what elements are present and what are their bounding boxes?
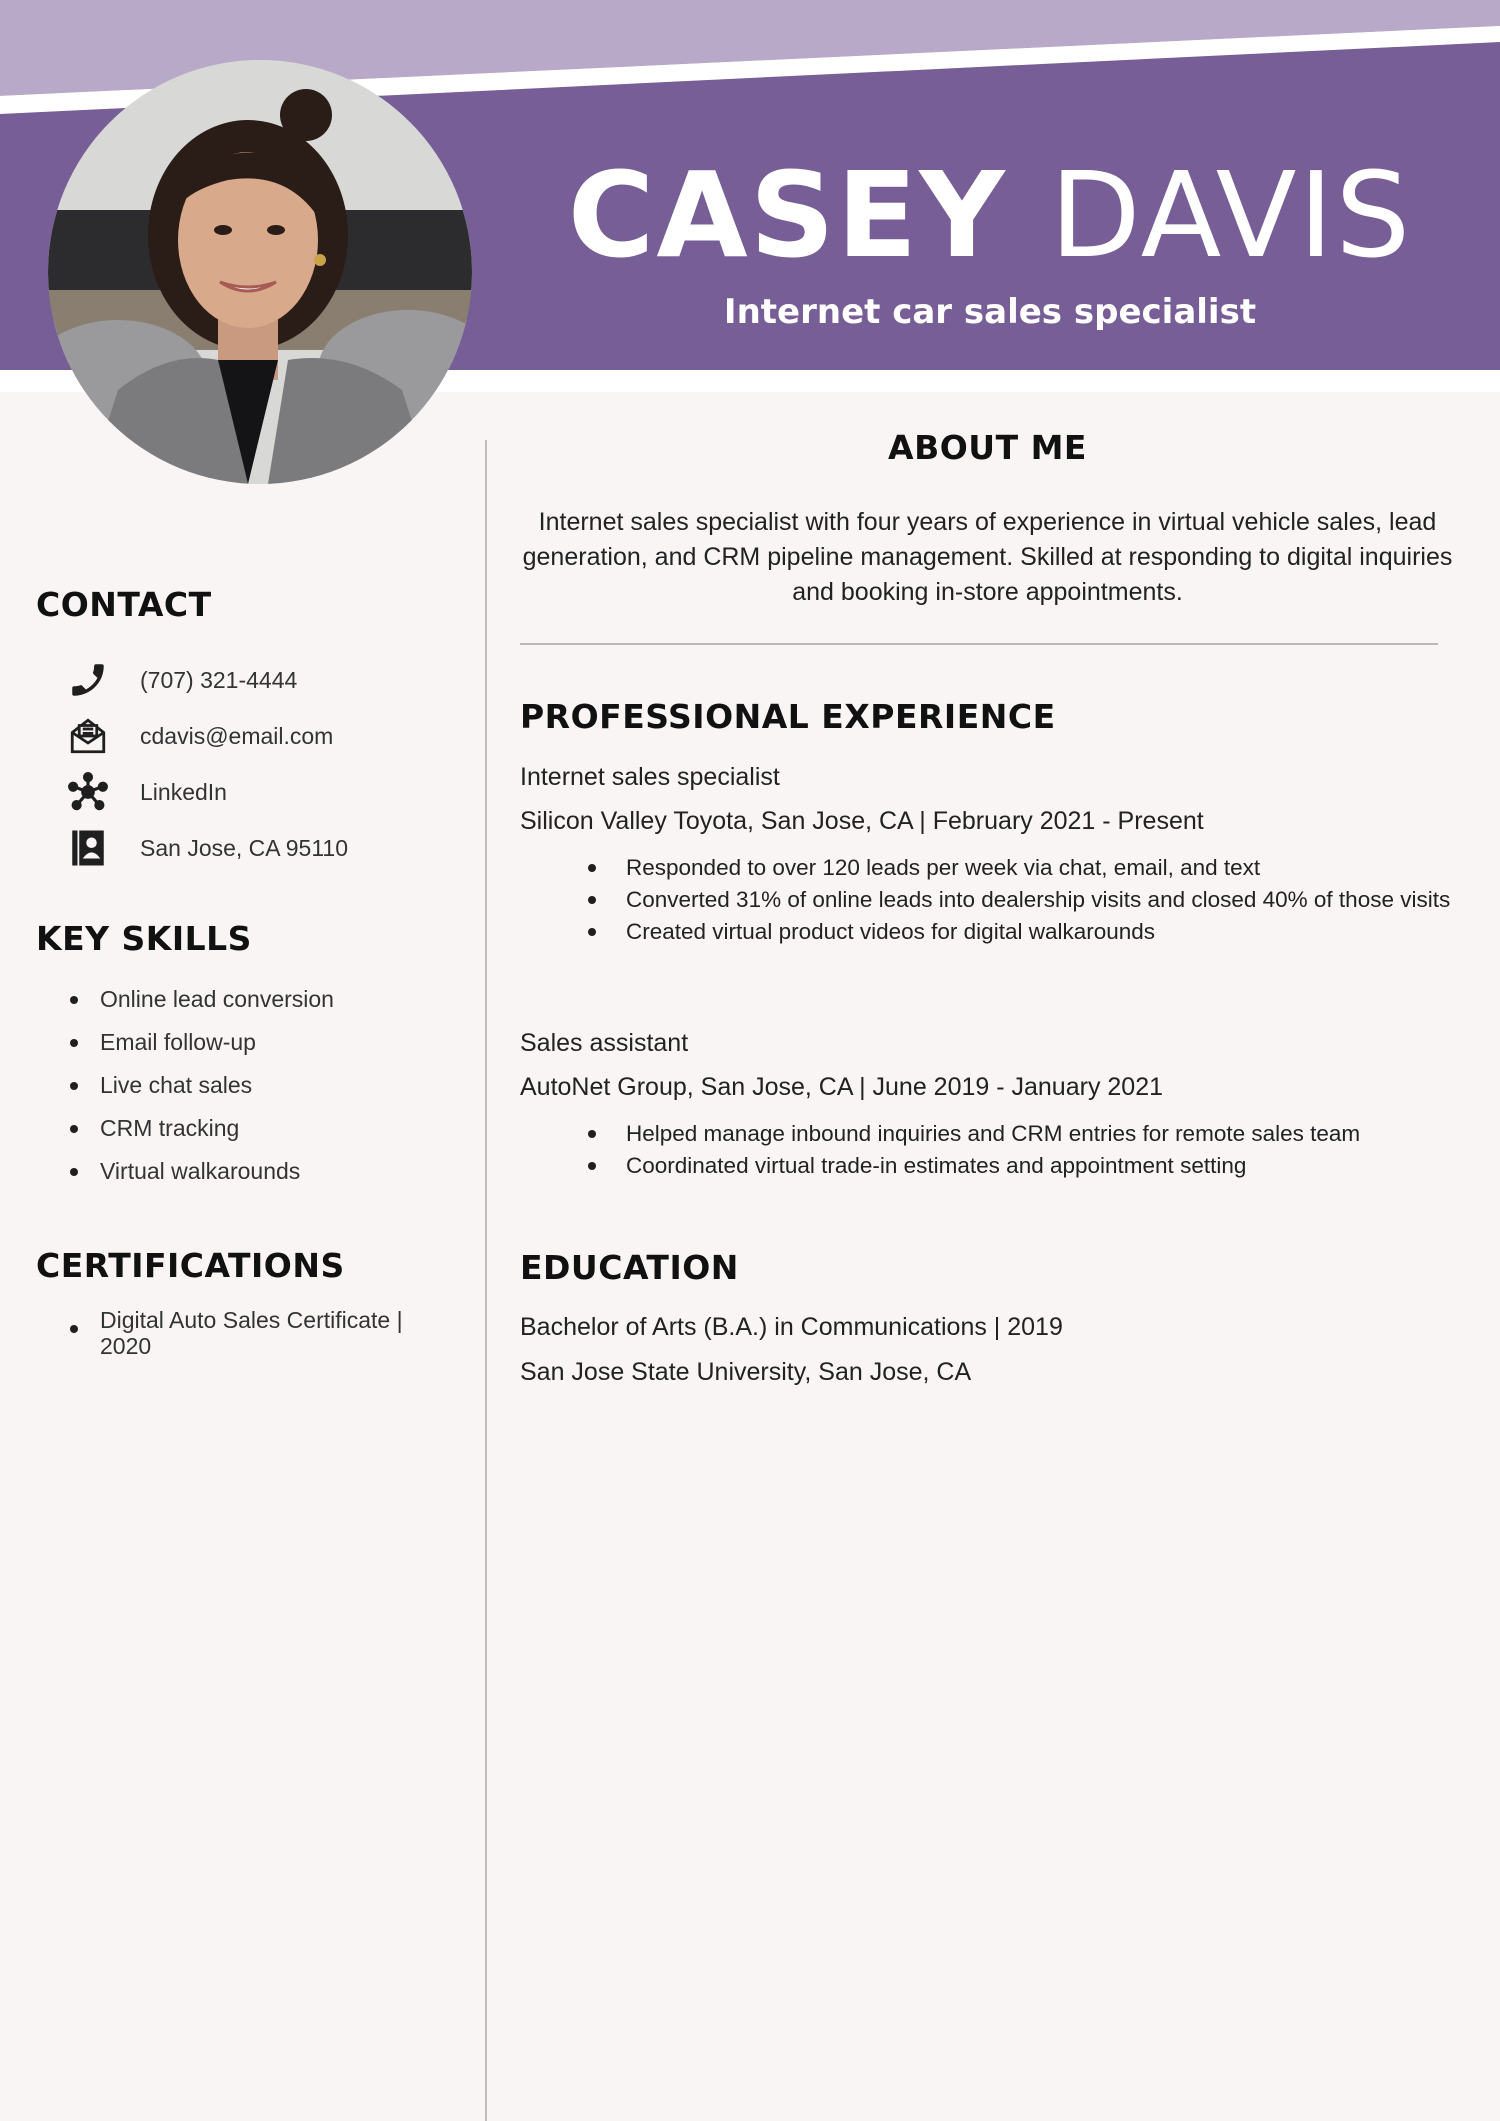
education-heading: EDUCATION [520,1248,739,1287]
job-title-header: Internet car sales specialist [723,292,1257,332]
job-2-bullets [520,1118,1456,1182]
list-item: Virtual walkarounds [62,1150,334,1193]
list-item: Coordinated virtual trade-in estimates and appointment setting [520,1150,1456,1182]
contact-heading: CONTACT [36,585,212,624]
list-item: Online lead conversion [62,978,334,1021]
column-divider [485,440,487,2121]
email-icon [62,714,114,758]
phone-icon [62,658,114,702]
contact-email-text[interactable]: cdavis@email.com [140,722,334,749]
job-1-title: Internet sales specialist [520,763,780,791]
education-degree: Bachelor of Arts (B.A.) in Communications | 2019 [520,1313,1063,1341]
list-item: Created virtual product videos for digital walkarounds [520,916,1456,948]
contact-phone [62,652,348,708]
about-text: Internet sales specialist with four years of experience in virtual vehicle sales, lead generation, and CRM pipeline management. Skilled at responding to digital inquiries and booking in-store appointments. [522,508,1453,606]
job-1-bullets [520,852,1456,948]
skills-heading: KEY SKILLS [36,919,252,958]
contact-linkedin [62,764,348,820]
list-item: Email follow-up [62,1021,334,1064]
list-item: Responded to over 120 leads per week via chat, email, and text [520,852,1456,884]
network-icon [62,770,114,814]
section-separator [520,643,1438,645]
certifications-heading: CERTIFICATIONS [36,1246,345,1285]
list-item: Converted 31% of online leads into dealership visits and closed 40% of those visits [520,884,1456,916]
education-school: San Jose State University, San Jose, CA [520,1358,972,1386]
address-book-icon [62,826,114,870]
last-name: DAVIS [1049,146,1413,284]
list-item: Helped manage inbound inquiries and CRM entries for remote sales team [520,1118,1456,1150]
job-1-meta: Silicon Valley Toyota, San Jose, CA | February 2021 - Present [520,807,1204,835]
first-name: CASEY [567,146,1007,284]
profile-photo [48,60,472,484]
contact-location-text: San Jose, CA 95110 [140,834,348,861]
skills-list [62,978,334,1193]
candidate-name [560,146,1420,284]
experience-heading: PROFESSIONAL EXPERIENCE [520,697,1056,736]
contact-phone-text: (707) 321-4444 [140,666,298,693]
job-2-meta: AutoNet Group, San Jose, CA | June 2019 - January 2021 [520,1073,1164,1101]
about-heading: ABOUT ME [888,428,1087,467]
contact-email [62,708,348,764]
contact-linkedin-text[interactable]: LinkedIn [140,778,227,805]
contact-list [62,652,348,876]
list-item: CRM tracking [62,1107,334,1150]
job-2-title: Sales assistant [520,1029,689,1057]
list-item: Digital Auto Sales Certificate | 2020 [62,1307,430,1359]
list-item: Live chat sales [62,1064,334,1107]
certifications-list [62,1307,430,1359]
contact-location [62,820,348,876]
